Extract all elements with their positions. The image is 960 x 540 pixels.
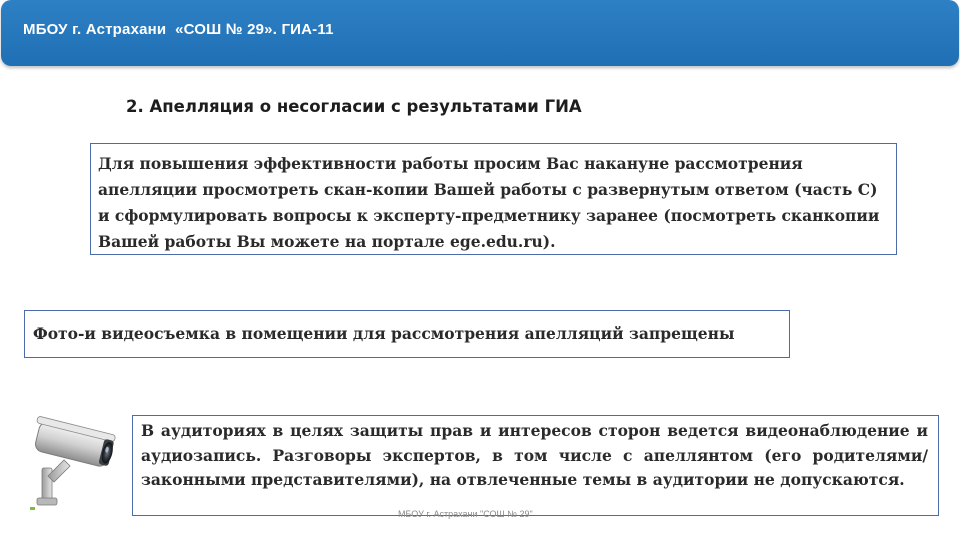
warning-box — [24, 310, 790, 358]
section-title: 2. Апелляция о несогласии с результатами ГИА — [126, 97, 582, 116]
footer-note: МБОУ г. Астрахани "СОШ № 29" — [398, 509, 533, 519]
info-box — [90, 143, 897, 255]
cctv-text: В аудиториях в целях защиты прав и интересов сторон ведется видеонаблюдение и аудиозапись. Разговоры экспертов, в том числе с апеллянтом (его родителями/законными представителями), на отвлеченные темы в аудитории не допускаются. — [141, 421, 928, 489]
cctv-box — [132, 415, 939, 516]
header-title: МБОУ г. Астрахани «СОШ № 29». ГИА-11 — [23, 21, 334, 38]
warning-text: Фото-и видеосъемка в помещении для рассмотрения апелляций запрещены — [33, 324, 735, 343]
info-text: Для повышения эффективности работы просим Вас накануне рассмотрения апелляции просмотреть скан-копии Вашей работы с развернутым ответом (часть С) и сформулировать вопросы к эксперту-предметнику заранее (посмотреть сканкопии Вашей работы Вы можете на портале ege.edu.ru). — [98, 154, 880, 251]
security-camera-icon — [28, 416, 120, 512]
header-bar — [1, 0, 959, 66]
